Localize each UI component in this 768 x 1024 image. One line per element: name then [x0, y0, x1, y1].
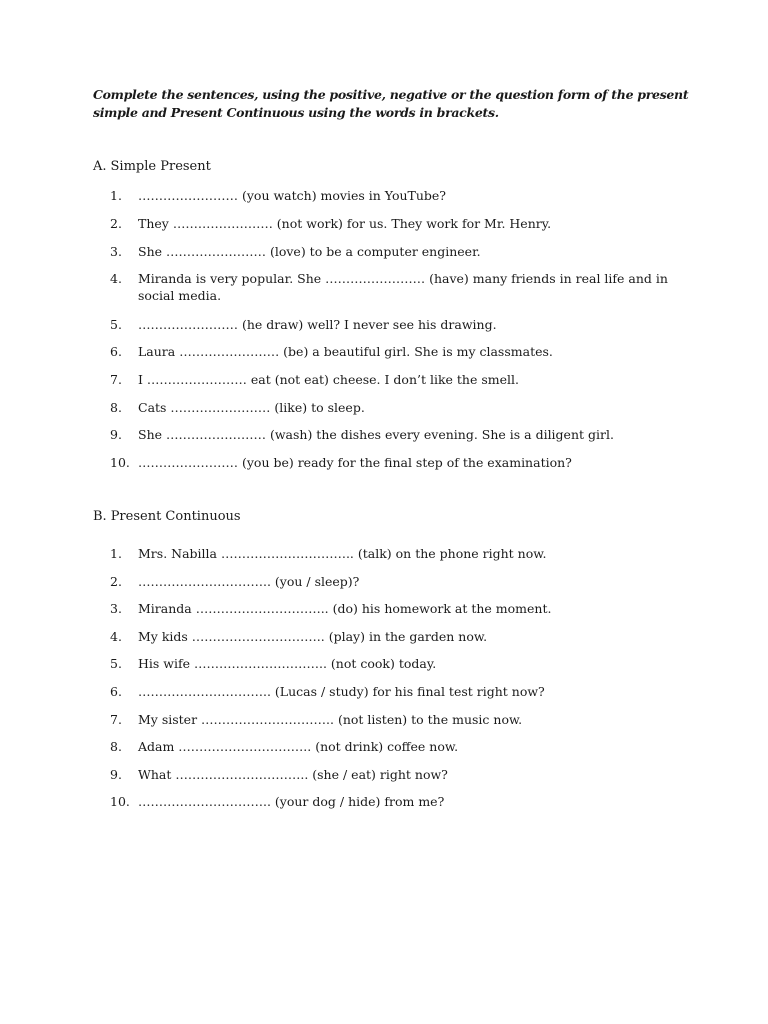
- item-text: My kids ………………………….. (play) in the garden now.: [138, 629, 488, 644]
- item-text: Cats …………………… (like) to sleep.: [138, 400, 365, 415]
- item-text: Mrs. Nabilla ………………………….. (talk) on the phone right now.: [138, 546, 547, 561]
- item-text: She …………………… (wash) the dishes every evening. She is a diligent girl.: [138, 427, 614, 442]
- list-item: [110, 454, 700, 471]
- list-item: [110, 270, 700, 304]
- item-number: 8.: [110, 400, 122, 415]
- item-text: ………………………….. (your dog / hide) from me?: [138, 794, 445, 809]
- item-number: 5.: [110, 317, 122, 332]
- item-number: 10.: [110, 794, 130, 809]
- list-item: [110, 243, 700, 260]
- item-number: 10.: [110, 455, 130, 470]
- list-item: [110, 371, 700, 388]
- list-item: [110, 573, 700, 590]
- item-number: 2.: [110, 574, 122, 589]
- item-number: 6.: [110, 344, 122, 359]
- list-item: [110, 426, 700, 443]
- list-item: [110, 187, 700, 204]
- item-text: What ………………………….. (she / eat) right now?: [138, 767, 448, 782]
- item-number: 7.: [110, 712, 122, 727]
- item-text: Laura …………………… (be) a beautiful girl. She is my classmates.: [138, 344, 553, 359]
- item-number: 6.: [110, 684, 122, 699]
- list-item: [110, 215, 700, 232]
- item-text: Miranda ………………………….. (do) his homework at the moment.: [138, 601, 552, 616]
- list-item: [110, 793, 700, 810]
- item-text: ………………………….. (Lucas / study) for his final test right now?: [138, 684, 545, 699]
- item-number: 9.: [110, 767, 122, 782]
- item-text: She …………………… (love) to be a computer engineer.: [138, 244, 481, 259]
- instructions-text: Complete the sentences, using the positive, negative or the question form of the present simple and Present Continuous using the words in brackets.: [93, 87, 689, 120]
- item-number: 3.: [110, 601, 122, 616]
- item-number: 1.: [110, 188, 122, 203]
- list-item: [110, 711, 700, 728]
- list-item: [110, 683, 700, 700]
- list-item: [110, 655, 700, 672]
- item-number: 5.: [110, 656, 122, 671]
- item-number: 4.: [110, 271, 122, 286]
- list-item: [110, 628, 700, 645]
- list-item: [110, 766, 700, 783]
- item-text: ………………………….. (you / sleep)?: [138, 574, 360, 589]
- list-item: [110, 399, 700, 416]
- section-b-letter: B.: [93, 509, 107, 524]
- list-item: [110, 343, 700, 360]
- list-item: [110, 316, 700, 333]
- list-item: [110, 545, 700, 562]
- item-number: 3.: [110, 244, 122, 259]
- item-text: Adam ………………………….. (not drink) coffee now.: [138, 739, 459, 754]
- section-a-heading: [93, 159, 211, 175]
- item-number: 2.: [110, 216, 122, 231]
- item-text: They …………………… (not work) for us. They work for Mr. Henry.: [138, 216, 552, 231]
- item-text: His wife ………………………….. (not cook) today.: [138, 656, 437, 671]
- section-b-heading: [93, 509, 241, 525]
- section-a-title: Simple Present: [110, 159, 211, 174]
- item-text: My sister ………………………….. (not listen) to the music now.: [138, 712, 523, 727]
- item-number: 7.: [110, 372, 122, 387]
- list-item: [110, 600, 700, 617]
- section-a-letter: A.: [93, 159, 107, 174]
- item-number: 4.: [110, 629, 122, 644]
- item-number: 9.: [110, 427, 122, 442]
- section-b-title: Present Continuous: [110, 509, 241, 524]
- item-text: I …………………… eat (not eat) cheese. I don’t like the smell.: [138, 372, 519, 387]
- item-text: …………………… (he draw) well? I never see his drawing.: [138, 317, 497, 332]
- item-number: 8.: [110, 739, 122, 754]
- item-text: Miranda is very popular. She …………………… (have) many friends in real life and in social media.: [138, 271, 668, 303]
- list-item: [110, 738, 700, 755]
- item-text: …………………… (you be) ready for the final step of the examination?: [138, 455, 572, 470]
- item-number: 1.: [110, 546, 122, 561]
- item-text: …………………… (you watch) movies in YouTube?: [138, 188, 447, 203]
